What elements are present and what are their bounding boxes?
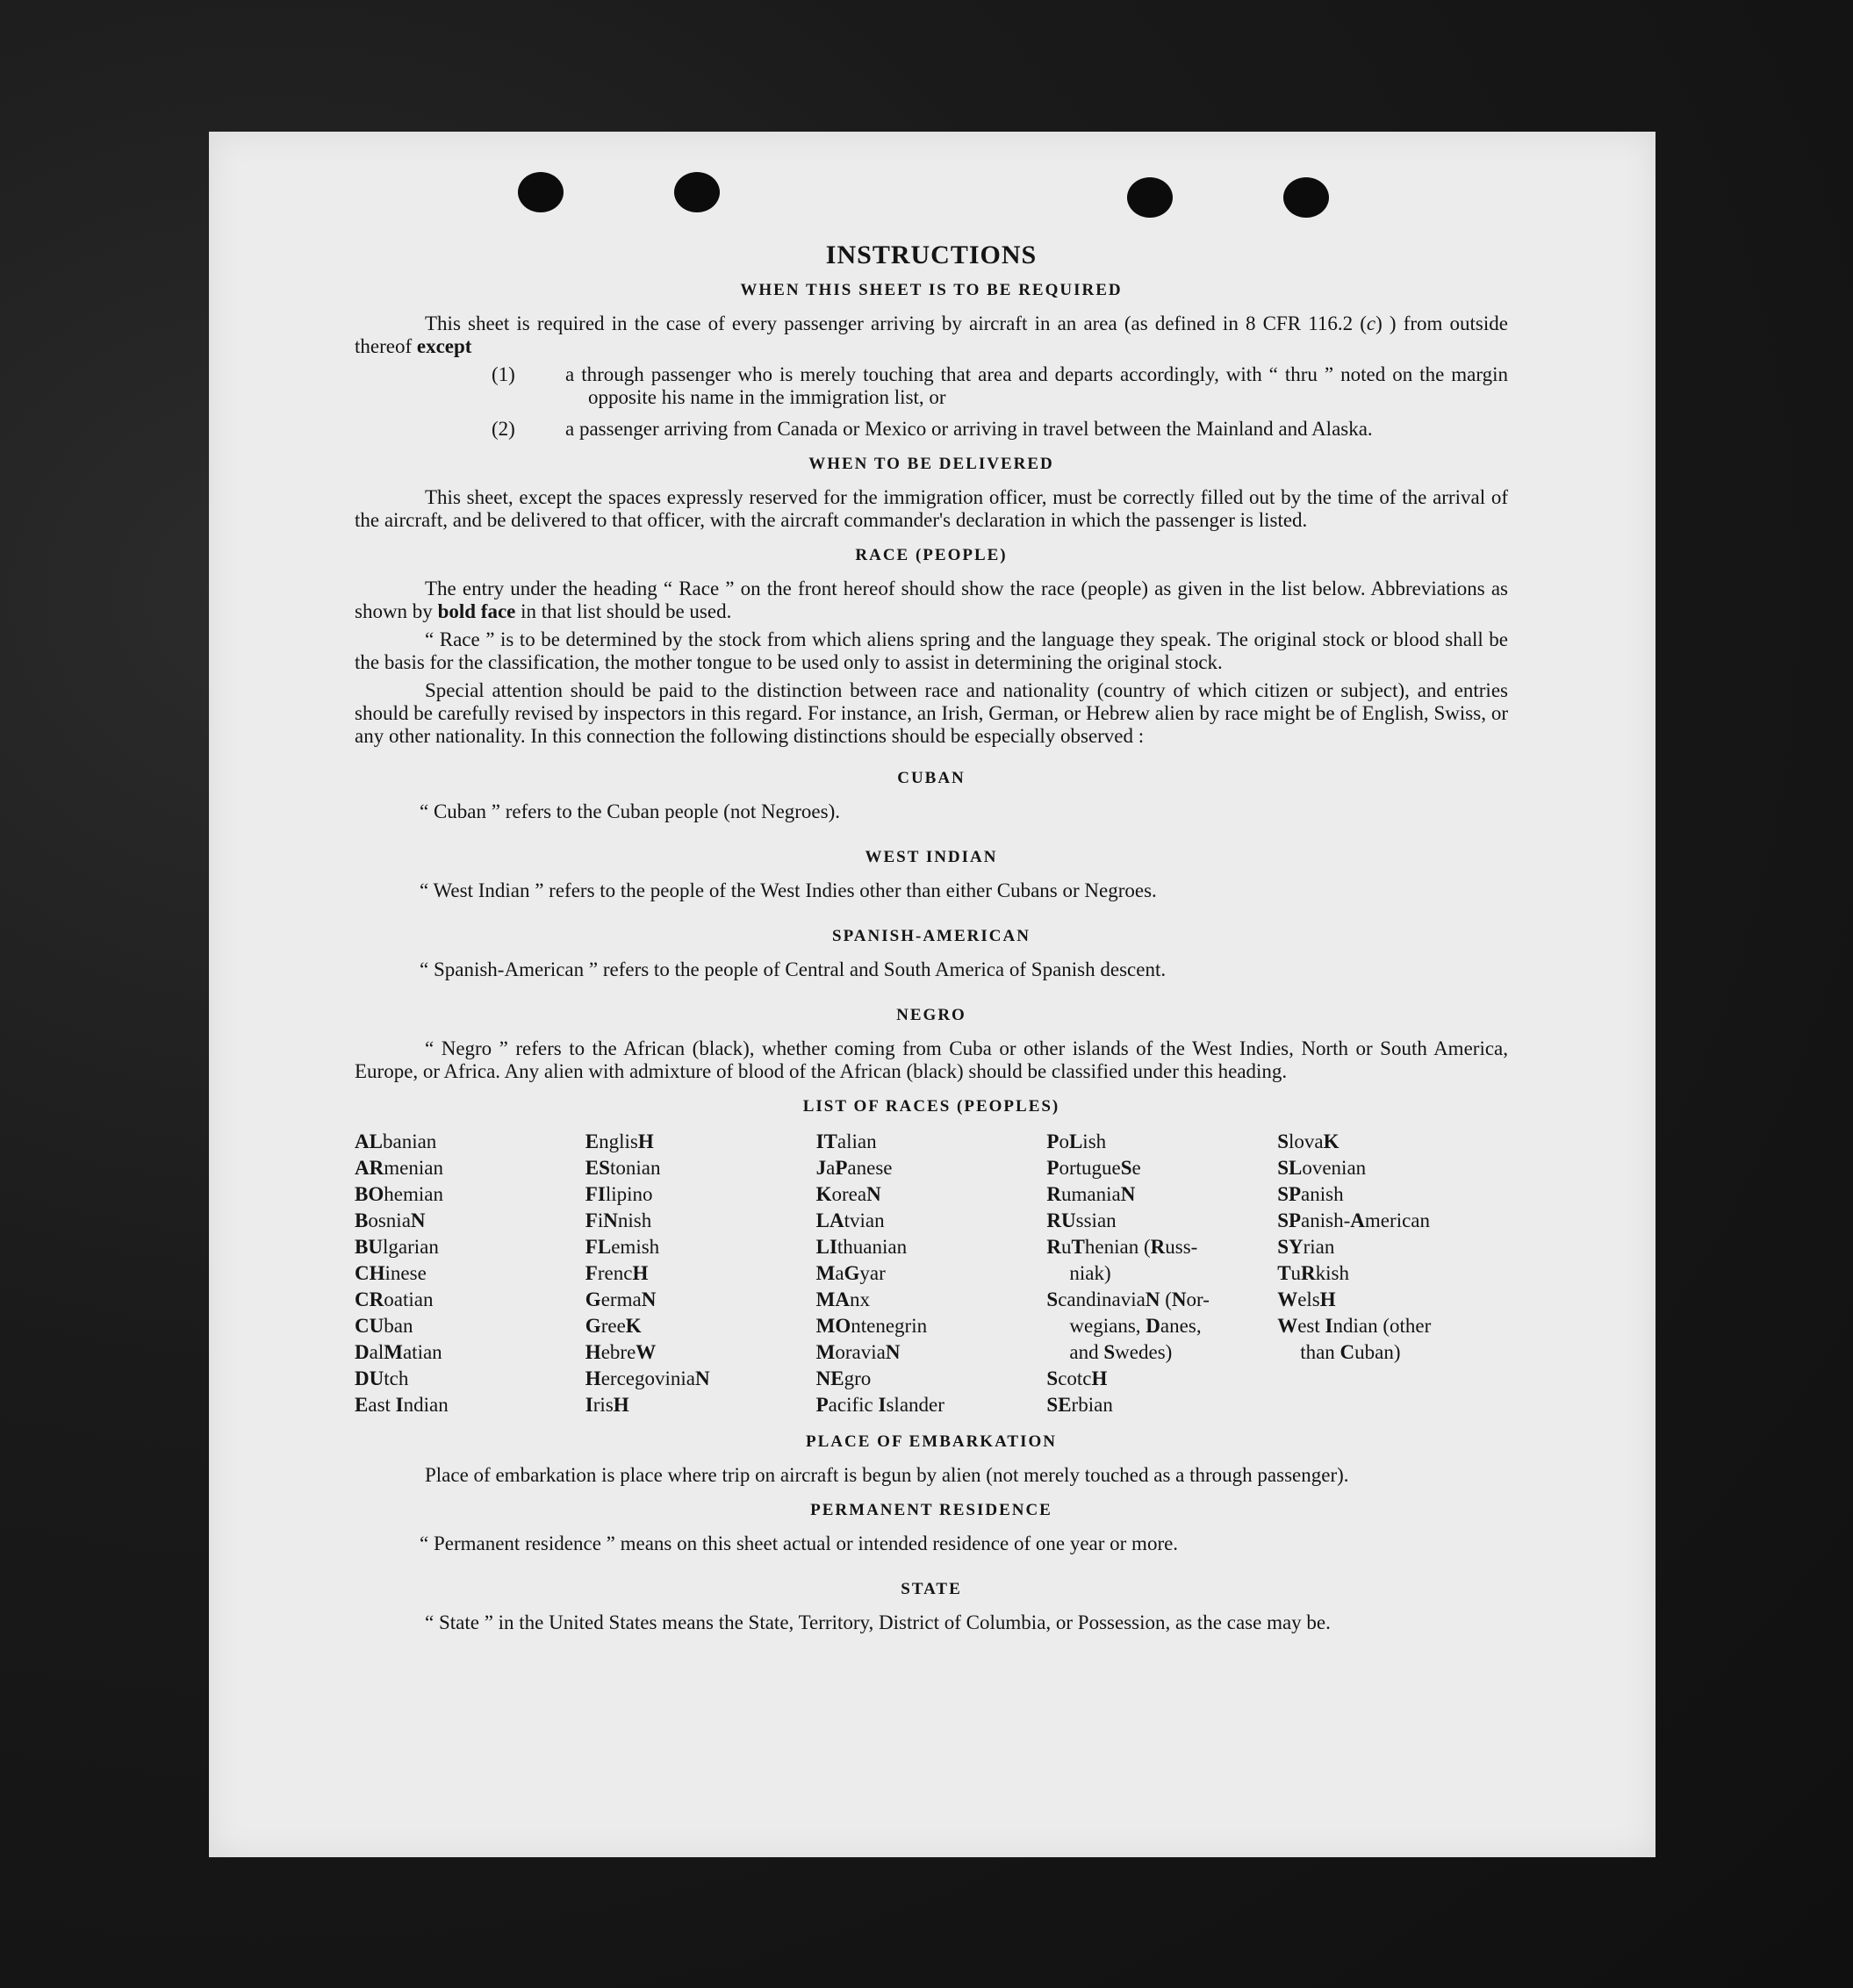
- section-heading: PLACE OF EMBARKATION: [806, 1432, 1057, 1451]
- race-entry: GermaN: [585, 1288, 657, 1310]
- paragraph: “ Permanent residence ” means on this sheet actual or intended residence of one year or more.: [420, 1532, 1179, 1554]
- race-entry: FiNnish: [585, 1209, 652, 1231]
- document-page: [209, 132, 1655, 1857]
- race-entry: wegians, Danes,: [1069, 1315, 1202, 1337]
- race-entry: CRoatian: [355, 1288, 434, 1310]
- race-entry: BUlgarian: [355, 1236, 439, 1258]
- race-entry: Pacific Islander: [815, 1394, 944, 1416]
- races-column: [816, 1129, 1047, 1418]
- race-entry: MoraviaN: [815, 1341, 901, 1363]
- race-entry: SYrian: [1277, 1236, 1335, 1258]
- race-entry: niak): [1069, 1262, 1111, 1284]
- race-entry: West Indian (other: [1277, 1315, 1432, 1337]
- paragraph: Place of embarkation is place where trip on aircraft is begun by alien (not merely touched as a through passenger).: [425, 1464, 1349, 1486]
- section-heading: LIST OF RACES (PEOPLES): [802, 1097, 1060, 1116]
- race-entry: ALbanian: [355, 1130, 437, 1152]
- race-entry: SLovenian: [1277, 1157, 1367, 1179]
- race-entry: KoreaN: [815, 1183, 881, 1205]
- paragraph: “ Spanish-American ” refers to the people of Central and South America of Spanish descent.: [420, 958, 1167, 980]
- section-heading: WEST INDIAN: [865, 848, 998, 866]
- page-title: INSTRUCTIONS: [825, 240, 1038, 269]
- race-entry: GreeK: [585, 1315, 642, 1337]
- section-heading: RACE (PEOPLE): [855, 546, 1008, 564]
- race-entry: LIthuanian: [815, 1236, 908, 1258]
- paragraph: “ Cuban ” refers to the Cuban people (not Negroes).: [420, 800, 841, 822]
- race-entry: DalMatian: [355, 1341, 442, 1363]
- section-heading: WHEN TO BE DELIVERED: [808, 455, 1054, 473]
- race-entry: WelsH: [1277, 1288, 1336, 1310]
- paragraph: “ State ” in the United States means the State, Territory, District of Columbia, or Possession, as the case may be.: [425, 1611, 1331, 1633]
- race-entry: ScotcH: [1046, 1367, 1108, 1389]
- race-entry: RUssian: [1046, 1209, 1117, 1231]
- races-column: [585, 1129, 816, 1418]
- list-item: (1) a through passenger who is merely touching that area and departs accordingly, with “ thru ” noted on the margin opposite his name in the immigration list, or: [492, 363, 1508, 408]
- races-column: [1046, 1129, 1277, 1418]
- race-entry: CHinese: [355, 1262, 427, 1284]
- paragraph: “ Race ” is to be determined by the stock from which aliens spring and the language they speak. The original stock or blood shall be the basis for the classification, the mother tongue to be used only to assist in determining the original stock.: [355, 628, 1508, 673]
- section-heading: STATE: [901, 1580, 962, 1598]
- race-entry: RuThenian (Russ-: [1046, 1236, 1198, 1258]
- punch-hole: [1283, 177, 1329, 218]
- races-list: [355, 1129, 1508, 1418]
- section-heading: SPANISH-AMERICAN: [832, 927, 1031, 945]
- race-entry: ARmenian: [355, 1157, 443, 1179]
- section-heading: CUBAN: [897, 769, 966, 787]
- race-entry: ITalian: [815, 1130, 877, 1152]
- race-entry: BOhemian: [355, 1183, 443, 1205]
- race-entry: MAnx: [815, 1288, 870, 1310]
- paragraph: This sheet, except the spaces expressly reserved for the immigration officer, must be correctly filled out by the time of the arrival of the aircraft, and be delivered to that officer, with the aircraft commander's declaration in which the passenger is listed.: [355, 486, 1508, 531]
- race-entry: East Indian: [355, 1394, 449, 1416]
- race-entry: than Cuban): [1300, 1341, 1401, 1363]
- races-column: [355, 1129, 585, 1418]
- paragraph: The entry under the heading “ Race ” on the front hereof should show the race (people) as given in the list below. Abbreviations as shown by bold face in that list should be used.: [355, 578, 1508, 622]
- paragraph: “ Negro ” refers to the African (black), whether coming from Cuba or other islands of the West Indies, North or South America, Europe, or Africa. Any alien with admixture of blood of the African (black) should be classified under this heading.: [355, 1037, 1508, 1082]
- race-entry: FrencH: [585, 1262, 649, 1284]
- race-entry: SPanish: [1277, 1183, 1344, 1205]
- race-entry: SPanish-American: [1277, 1209, 1431, 1231]
- race-entry: DUtch: [355, 1367, 409, 1389]
- section-heading: PERMANENT RESIDENCE: [810, 1501, 1052, 1519]
- race-entry: EnglisH: [585, 1130, 654, 1152]
- races-column: [1277, 1129, 1508, 1418]
- race-entry: MaGyar: [815, 1262, 886, 1284]
- punch-hole: [518, 172, 564, 212]
- race-entry: TuRkish: [1277, 1262, 1349, 1284]
- section-heading: NEGRO: [896, 1006, 966, 1024]
- race-entry: RumaniaN: [1046, 1183, 1136, 1205]
- race-entry: HercegoviniaN: [585, 1367, 710, 1389]
- race-entry: SlovaK: [1277, 1130, 1339, 1152]
- race-entry: JaPanese: [815, 1157, 893, 1179]
- race-entry: PortugueSe: [1046, 1157, 1141, 1179]
- instructions-content: [355, 240, 1508, 1640]
- punch-hole: [1127, 177, 1173, 218]
- race-entry: LAtvian: [815, 1209, 885, 1231]
- race-entry: NEgro: [815, 1367, 872, 1389]
- race-entry: ScandinaviaN (Nor-: [1046, 1288, 1210, 1310]
- punch-hole: [674, 172, 720, 212]
- race-entry: FLemish: [585, 1236, 660, 1258]
- race-entry: SErbian: [1046, 1394, 1113, 1416]
- race-entry: and Swedes): [1069, 1341, 1173, 1363]
- race-entry: PoLish: [1046, 1130, 1107, 1152]
- paragraph: “ West Indian ” refers to the people of the West Indies other than either Cubans or Negroes.: [420, 879, 1157, 901]
- race-entry: FIlipino: [585, 1183, 653, 1205]
- section-heading: WHEN THIS SHEET IS TO BE REQUIRED: [740, 281, 1123, 299]
- race-entry: EStonian: [585, 1157, 661, 1179]
- race-entry: HebreW: [585, 1341, 657, 1363]
- race-entry: CUban: [355, 1315, 413, 1337]
- race-entry: MOntenegrin: [815, 1315, 928, 1337]
- list-item: (2) a passenger arriving from Canada or Mexico or arriving in travel between the Mainland and Alaska.: [492, 418, 1373, 440]
- race-entry: IrisH: [585, 1394, 629, 1416]
- paragraph: This sheet is required in the case of every passenger arriving by aircraft in an area (as defined in 8 CFR 116.2 (c) ) from outside thereof except: [355, 312, 1508, 357]
- race-entry: BosniaN: [355, 1209, 426, 1231]
- paragraph: Special attention should be paid to the distinction between race and nationality (country of which citizen or subject), and entries should be carefully revised by inspectors in this regard. For instance, an Irish, German, or Hebrew alien by race might be of English, Swiss, or any other nationality. In this connection the following distinctions should be especially observed :: [355, 679, 1508, 747]
